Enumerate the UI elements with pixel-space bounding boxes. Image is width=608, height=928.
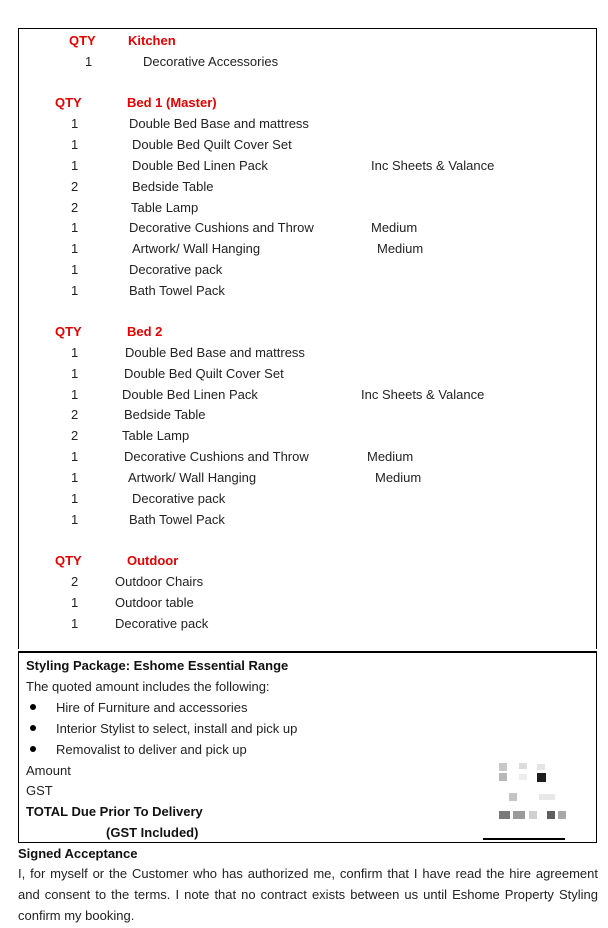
item-name: Decorative Cushions and Throw: [129, 220, 314, 235]
item-qty: 1: [71, 491, 79, 506]
item-name: Artwork/ Wall Hanging: [128, 470, 257, 485]
bullet-item: Interior Stylist to select, install and pick up: [56, 721, 298, 736]
item-name: Bedside Table: [124, 407, 206, 422]
gst-label: GST: [26, 783, 53, 798]
item-note: Medium: [375, 470, 422, 485]
item-qty: 2: [71, 200, 79, 215]
bullet-item: Removalist to deliver and pick up: [56, 742, 247, 757]
item-name: Bath Towel Pack: [129, 283, 225, 298]
item-qty: 1: [71, 366, 79, 381]
item-name: Table Lamp: [122, 428, 190, 443]
item-name: Outdoor table: [115, 595, 194, 610]
total-label: TOTAL Due Prior To Delivery: [26, 804, 203, 819]
item-qty: 1: [71, 262, 79, 277]
item-note: Medium: [377, 241, 424, 256]
bullet-icon: [30, 746, 36, 752]
item-name: Bath Towel Pack: [129, 512, 225, 527]
item-name: Double Bed Quilt Cover Set: [132, 137, 292, 152]
item-qty: 2: [71, 428, 79, 443]
item-qty: 1: [71, 449, 79, 464]
acceptance-text: I, for myself or the Customer who has authorized me, confirm that I have read the hire agreement and consent to the terms. I note that no contract exists between us until Eshome Property Styling confirm my booking.: [18, 866, 598, 923]
item-qty: 1: [71, 116, 79, 131]
item-qty: 1: [71, 387, 79, 402]
item-qty: 1: [85, 54, 93, 69]
item-name: Double Bed Linen Pack: [132, 158, 268, 173]
item-qty: 1: [71, 137, 79, 152]
item-name: Table Lamp: [131, 200, 199, 215]
qty-header: QTY: [55, 95, 82, 110]
item-note: Medium: [367, 449, 414, 464]
section-title-outdoor: Outdoor: [127, 553, 179, 568]
item-qty: 1: [71, 283, 79, 298]
amount-label: Amount: [26, 763, 71, 778]
item-name: Decorative pack: [129, 262, 223, 277]
total-sub-label: (GST Included): [106, 825, 199, 840]
item-name: Double Bed Quilt Cover Set: [124, 366, 284, 381]
item-qty: 1: [71, 220, 79, 235]
qty-header: QTY: [55, 324, 82, 339]
package-intro: The quoted amount includes the following:: [26, 679, 270, 694]
item-qty: 2: [71, 179, 79, 194]
item-name: Decorative pack: [132, 491, 226, 506]
item-note: Medium: [371, 220, 418, 235]
item-name: Decorative pack: [115, 616, 209, 631]
item-name: Decorative Accessories: [143, 54, 279, 69]
item-qty: 2: [71, 574, 79, 589]
item-name: Bedside Table: [132, 179, 214, 194]
acceptance-title: Signed Acceptance: [18, 846, 138, 861]
item-name: Double Bed Base and mattress: [129, 116, 309, 131]
bullet-icon: [30, 725, 36, 731]
section-title-bed1: Bed 1 (Master): [127, 95, 217, 110]
item-qty: 1: [71, 241, 79, 256]
item-name: Double Bed Linen Pack: [122, 387, 258, 402]
section-title-kitchen: Kitchen: [128, 33, 176, 48]
item-note: Inc Sheets & Valance: [361, 387, 485, 402]
item-qty: 2: [71, 407, 79, 422]
item-name: Artwork/ Wall Hanging: [132, 241, 261, 256]
item-qty: 1: [71, 595, 79, 610]
item-qty: 1: [71, 616, 79, 631]
section-title-bed2: Bed 2: [127, 324, 163, 339]
item-name: Outdoor Chairs: [115, 574, 204, 589]
item-qty: 1: [71, 345, 79, 360]
item-name: Double Bed Base and mattress: [125, 345, 305, 360]
item-note: Inc Sheets & Valance: [371, 158, 495, 173]
item-name: Decorative Cushions and Throw: [124, 449, 309, 464]
qty-header: QTY: [55, 553, 82, 568]
qty-header: QTY: [69, 33, 96, 48]
item-qty: 1: [71, 158, 79, 173]
item-qty: 1: [71, 470, 79, 485]
item-qty: 1: [71, 512, 79, 527]
bullet-icon: [30, 704, 36, 710]
package-title: Styling Package: Eshome Essential Range: [26, 658, 289, 673]
bullet-item: Hire of Furniture and accessories: [56, 700, 248, 715]
